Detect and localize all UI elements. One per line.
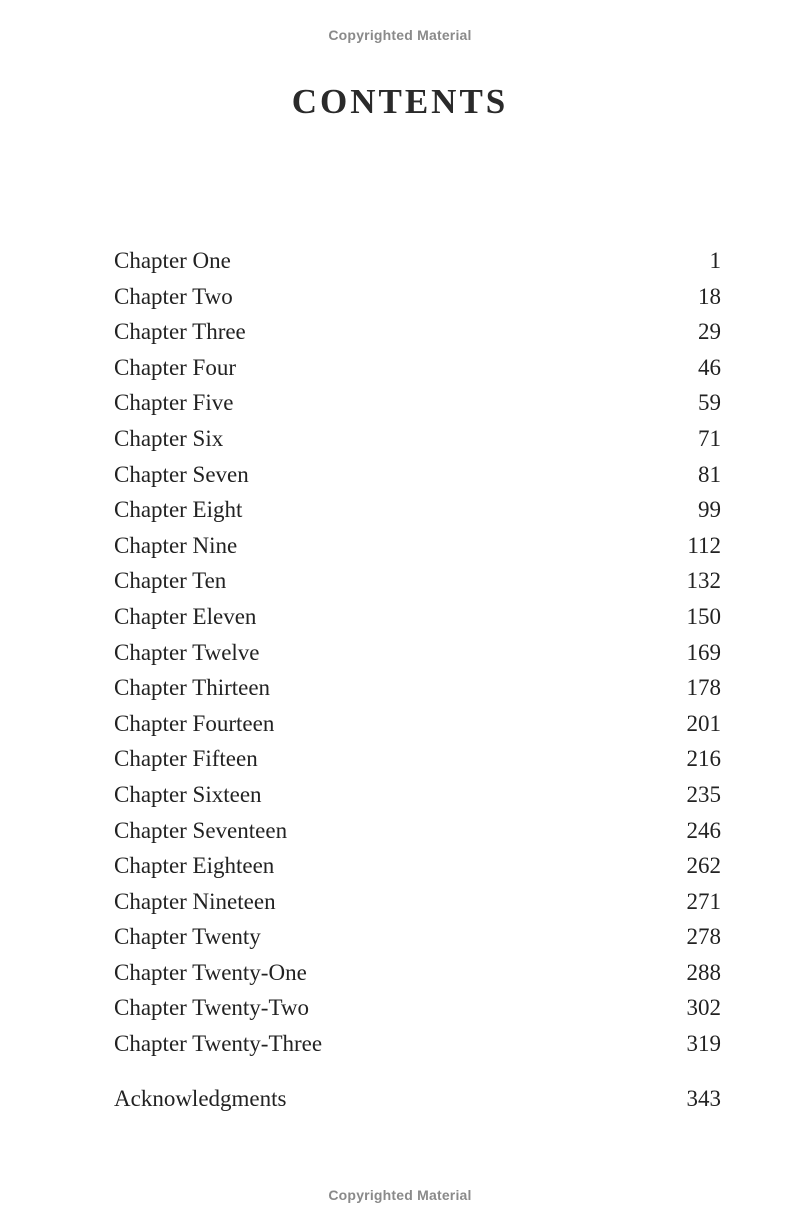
toc-entry — [114, 848, 721, 884]
toc-entry-label: Chapter One — [114, 248, 231, 273]
toc-entry-label: Chapter Seventeen — [114, 817, 288, 843]
toc-entry-page: 201 — [686, 710, 721, 736]
toc-entry-label: Chapter Twenty-Three — [114, 1031, 323, 1057]
toc-entry-page: 81 — [698, 461, 721, 487]
toc-entry-label: Chapter Twelve — [114, 639, 260, 665]
toc-entry-label: Chapter Sixteen — [114, 781, 262, 807]
toc-entry — [114, 741, 721, 777]
toc-entry-page: 178 — [686, 675, 721, 701]
toc-entry-label: Chapter Thirteen — [114, 675, 271, 701]
page-title: CONTENTS — [291, 82, 509, 121]
toc-entry-page: 46 — [698, 354, 721, 380]
toc-entry-page: 112 — [687, 532, 721, 558]
toc-entry — [114, 635, 721, 671]
copyright-watermark-bottom: Copyrighted Material — [328, 1187, 472, 1203]
toc-entry-page: 262 — [686, 853, 721, 879]
toc-entry-page: 302 — [686, 995, 721, 1021]
toc-entry — [114, 670, 721, 706]
toc-entry — [114, 706, 721, 742]
toc-entry-page: 18 — [698, 283, 721, 309]
toc-entry — [114, 990, 721, 1026]
toc-entry — [114, 884, 721, 920]
toc-entry-label: Chapter Fifteen — [114, 746, 258, 772]
toc-entry-label: Chapter Seven — [114, 461, 249, 487]
toc-entry — [114, 457, 721, 493]
toc-entry-page: 343 — [686, 1085, 721, 1111]
toc-entry-label: Chapter Four — [114, 354, 237, 380]
toc-entry-label: Chapter Nineteen — [114, 888, 276, 914]
toc-entry-page: 59 — [698, 390, 721, 416]
toc-entry-acknowledgments — [114, 1081, 721, 1117]
toc-entry-label: Chapter Eight — [114, 497, 243, 523]
toc-entry — [114, 350, 721, 386]
toc-entry — [114, 919, 721, 955]
toc-entry — [114, 563, 721, 599]
toc-entry-label: Chapter Eighteen — [114, 853, 275, 879]
toc-entry — [114, 279, 721, 315]
toc-entry — [114, 421, 721, 457]
toc-entry — [114, 777, 721, 813]
toc-entry-label: Chapter Twenty-One — [114, 959, 307, 985]
toc-entry-page: 132 — [686, 568, 721, 594]
toc-entry-page: 288 — [686, 959, 721, 985]
toc-entry-page: 99 — [698, 497, 721, 523]
toc-entry-page: 246 — [686, 817, 721, 843]
toc-entry-label: Chapter Twenty — [114, 924, 261, 950]
copyright-watermark-top: Copyrighted Material — [328, 27, 472, 43]
toc-entry — [114, 243, 721, 279]
toc-entry-label: Chapter Twenty-Two — [114, 995, 310, 1021]
toc-entry-label: Chapter Fourteen — [114, 710, 275, 736]
toc-entry — [114, 813, 721, 849]
toc-entry-label: Chapter Eleven — [114, 603, 257, 629]
toc-entry — [114, 1026, 721, 1062]
toc-entry-label: Acknowledgments — [114, 1085, 287, 1111]
toc-entry-label: Chapter Five — [114, 390, 234, 416]
toc-entry-page: 150 — [686, 603, 721, 629]
toc-entry-label: Chapter Six — [114, 425, 224, 451]
toc-entry-label: Chapter Three — [114, 319, 246, 345]
toc-entry — [114, 385, 721, 421]
toc-entry — [114, 492, 721, 528]
toc-entry-page: 29 — [698, 319, 721, 345]
toc-entry — [114, 955, 721, 991]
toc-entry-page: 271 — [686, 888, 721, 914]
toc-entry-label: Chapter Ten — [114, 568, 227, 594]
toc-entry-page: 1 — [709, 248, 721, 273]
toc-entry-label: Chapter Nine — [114, 532, 238, 558]
toc-entry-page: 169 — [686, 639, 721, 665]
toc-entry-label: Chapter Two — [114, 283, 233, 309]
toc-entry-page: 319 — [686, 1031, 721, 1057]
toc-entry-page: 71 — [698, 425, 721, 451]
toc-entry-page: 216 — [686, 746, 721, 772]
toc-entry — [114, 528, 721, 564]
toc-entry-page: 235 — [686, 781, 721, 807]
toc-entry-page: 278 — [686, 924, 721, 950]
toc-entry — [114, 599, 721, 635]
table-of-contents — [114, 243, 721, 1116]
toc-entry — [114, 314, 721, 350]
